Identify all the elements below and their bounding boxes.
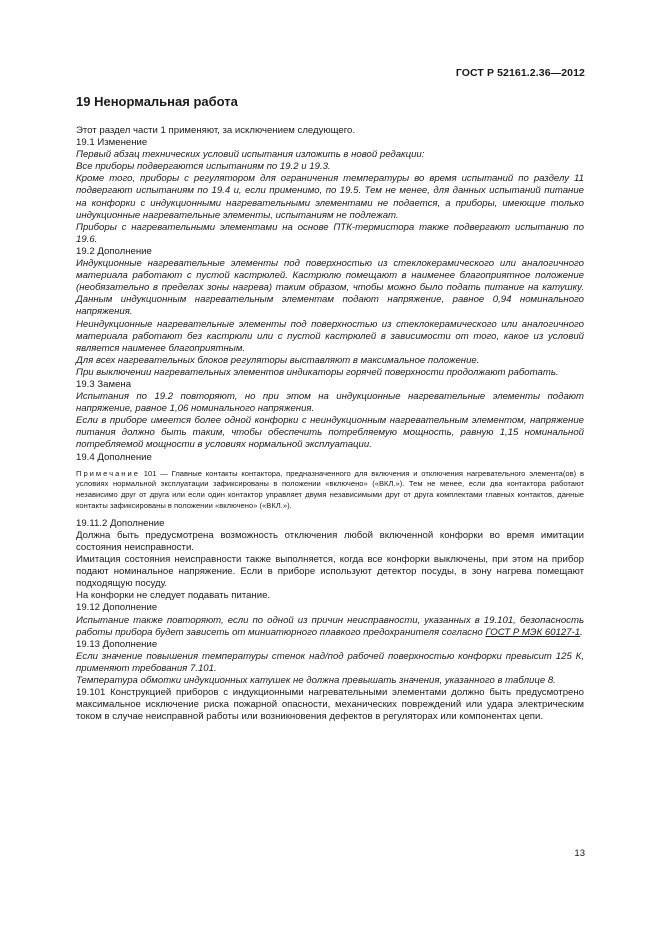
note-label: Примечание [76, 468, 140, 478]
clause-heading: 19.11.2 Дополнение [76, 517, 165, 529]
clause-heading: 19.1 Изменение [76, 137, 148, 149]
standard-link[interactable]: ГОСТ Р МЭК 60127-1 [485, 626, 581, 638]
paragraph: Если в приборе имеется более одной конфорки с неиндукционным нагревательным элементом, напряжение питания должно быть таким, чтобы обеспечить потребляемую мощность, равную 1,15 номинальной потребляемой мощности в условиях нормальной эксплуатации. [76, 415, 584, 451]
clause-heading: 19.12 Дополнение [76, 602, 158, 614]
clause-heading: 19.13 Дополнение [76, 638, 158, 650]
section-title: 19 Ненормальная работа [76, 94, 238, 109]
document-body [76, 125, 584, 723]
paragraph: Если значение повышения температуры стенок над/под рабочей поверхностью конфорки превысит 125 К, применяют требования 7.101. [76, 650, 584, 674]
paragraph: На конфорки не следует подавать питание. [76, 590, 271, 602]
note [76, 469, 584, 512]
clause-heading: 19.3 Замена [76, 378, 132, 390]
paragraph: Кроме того, приборы с регулятором для ограничения температуры во время испытаний по разделу 11 подвергают испытаниям по 19.4 и, если применимо, по 19.5. Тем не менее, для данных испытаний питание на конфорки с индукционными нагревательными элементами не подается, а приборы, имеющие только индукционные нагревательные элементы, испытаниям не подлежат. [76, 173, 584, 221]
note-text: 101 — Главные контакты контактора, предназначенного для включения и отключения нагревательного элемента(ов) в условиях нормальной эксплуатации зафиксированы в положении «включено» («ВКЛ.»). Тем не менее, если два контактора работают независимо друг от друга или если один контактор управляет двумя независимыми друг от друга комплектами главных контактов, данные контакты зафиксированы в положении «включено» («ВКЛ.»). [76, 468, 584, 511]
paragraph: Температура обмотки индукционных катушек не должна превышать значения, указанного в таблице 8. [76, 675, 556, 687]
paragraph: Первый абзац технических условий испытания изложить в новой редакции: [76, 149, 425, 161]
paragraph: Этот раздел части 1 применяют, за исключением следующего. [76, 125, 356, 136]
document-header: ГОСТ Р 52161.2.36—2012 [455, 67, 585, 79]
paragraph: Должна быть предусмотрена возможность отключения любой включенной конфорки во время имитации состояния неисправности. [76, 529, 584, 553]
paragraph-text: Испытание также повторяют, если по одной из причин неисправности, указанных в 19.101, безопасность работы прибора будет зависеть от миниатюрного плавкого предохранителя согласно [76, 614, 584, 638]
paragraph: 19.101 Конструкцией приборов с индукционными нагревательными элементами должно быть предусмотрено максимальное исключение риска пожарной опасности, механических повреждений или удара электрическим током в случае неисправной работы или возникновения дефектов в регуляторах или компонентах цепи. [76, 687, 584, 723]
clause-heading: 19.2 Дополнение [76, 245, 152, 257]
paragraph: Неиндукционные нагревательные элементы под поверхностью из стеклокерамического или аналогичного материала работают без кастрюли или с пустой кастрюлей в зависимости от того, какое из условий является наименее благоприятным. [76, 318, 584, 354]
paragraph: Все приборы подвергаются испытаниям по 19.2 и 19.3. [76, 161, 331, 173]
paragraph: Для всех нагревательных блоков регуляторы выставляют в максимальное положение. [76, 354, 480, 366]
paragraph: Приборы с нагревательными элементами на основе ПТК-термистора также подвергают испытанию по 19.6. [76, 221, 584, 245]
clause-heading: 19.4 Дополнение [76, 451, 152, 463]
page-number: 13 [574, 848, 585, 859]
paragraph: Испытания по 19.2 повторяют, но при этом на индукционные нагревательные элементы подают напряжение, равное 1,06 номинального напряжения. [76, 391, 584, 415]
paragraph: Имитация состояния неисправности также выполняется, когда все конфорки выключены, при этом на прибор подают номинальное напряжение. Если в приборе используют детектор посуды, в зону нагрева помещают подходящую посуду. [76, 554, 584, 590]
paragraph: При выключении нагревательных элементов индикаторы горячей поверхности продолжают работать. [76, 366, 559, 378]
paragraph-text: . [580, 626, 583, 638]
paragraph [76, 615, 584, 639]
paragraph: Индукционные нагревательные элементы под поверхностью из стеклокерамического или аналогичного материала работают с пустой кастрюлей. Кастрюлю помещают в наименее благоприятное положение (необязательно в пределах зоны нагрева) таким образом, чтобы можно было подать питание на катушку. Данным индукционным нагревательным элементам подают напряжение, равное 0,94 номинального напряжения. [76, 258, 584, 318]
